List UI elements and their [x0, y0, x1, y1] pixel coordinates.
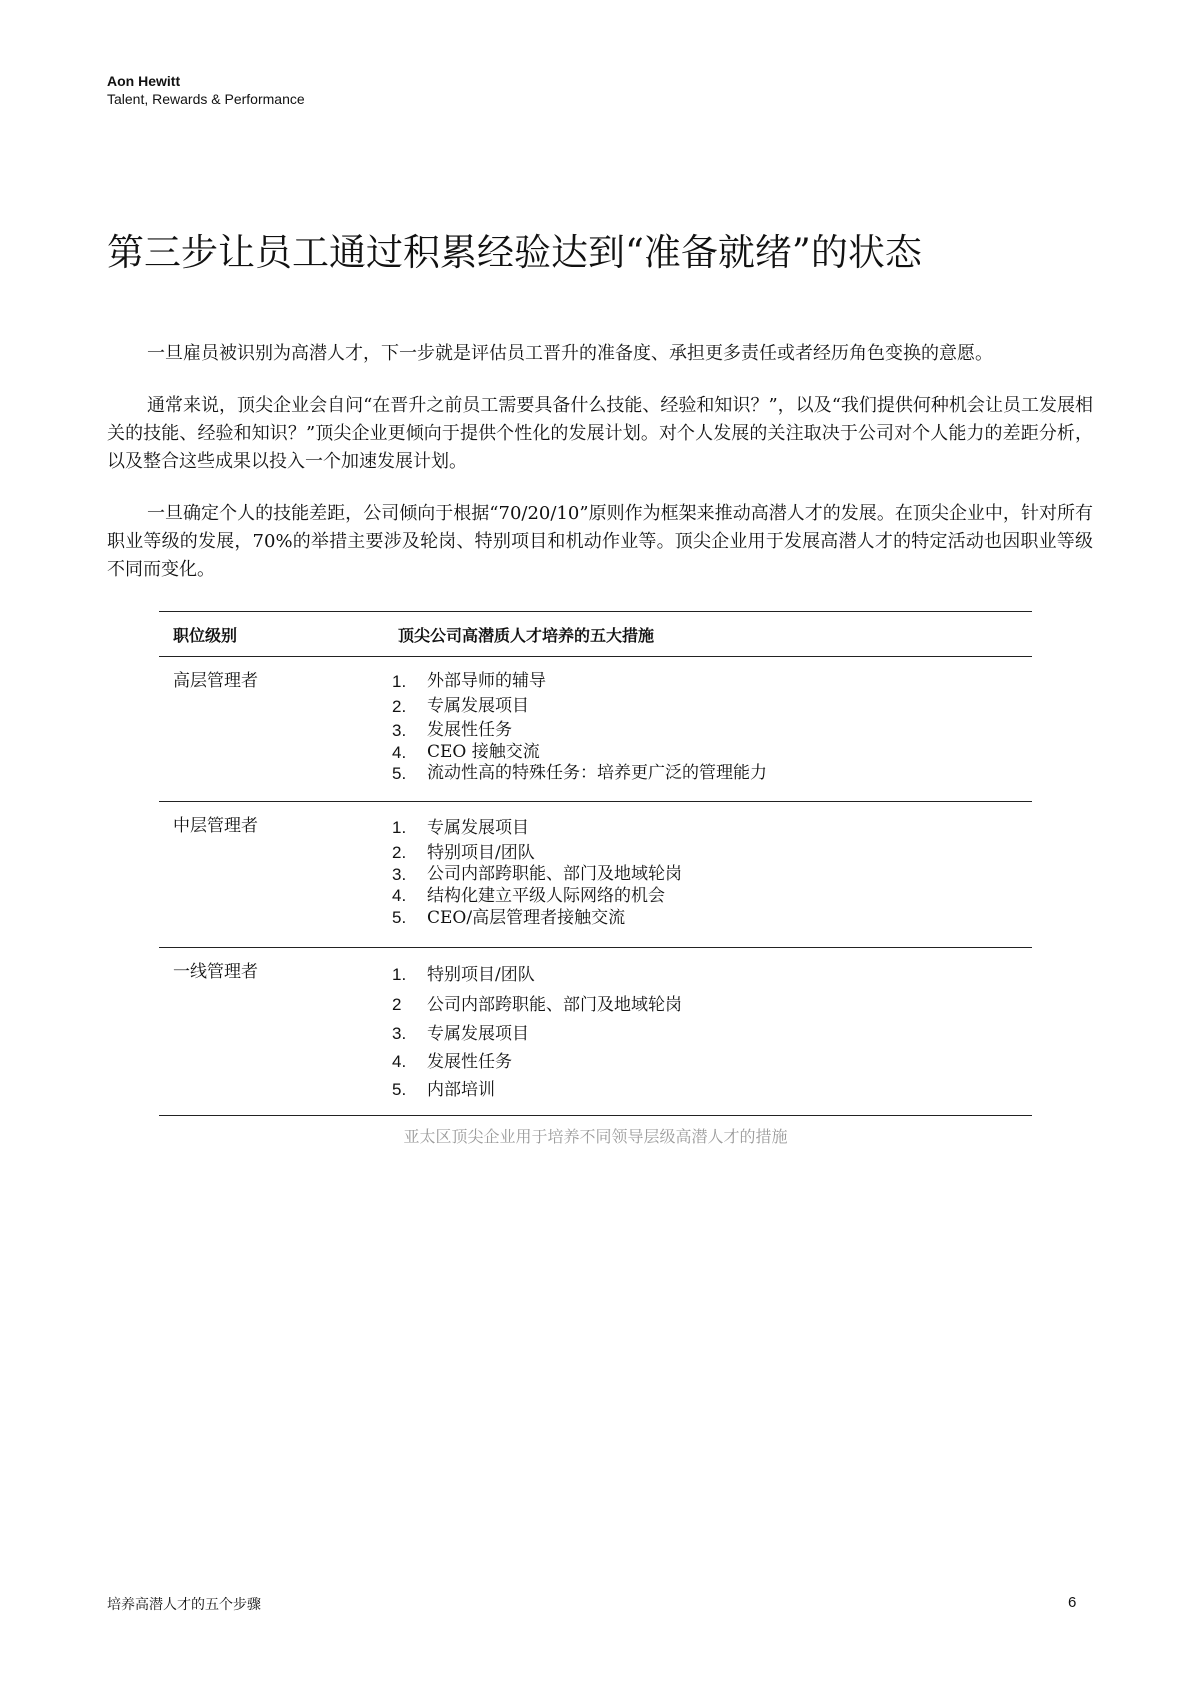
- list-item: [392, 763, 1032, 784]
- row-level: 中层管理者: [173, 816, 258, 836]
- item-number: 4.: [392, 886, 407, 905]
- paragraph-1: 一旦雇员被识别为高潜人才，下一步就是评估员工晋升的准备度、承担更多责任或者经历角色变换的意愿。: [147, 343, 993, 364]
- item-text: 专属发展项目: [427, 818, 529, 838]
- list-item: [392, 814, 1032, 842]
- item-number: 3.: [392, 721, 407, 740]
- list-item: [392, 960, 1032, 990]
- page-number: 6: [1068, 1594, 1077, 1611]
- item-text: CEO/高层管理者接触交流: [427, 908, 626, 928]
- row-items: [392, 669, 1032, 801]
- item-number: 3.: [392, 865, 407, 884]
- header-level: 职位级别: [173, 627, 238, 645]
- item-number: 2: [392, 995, 402, 1014]
- table-bottom-rule: [159, 1115, 1032, 1116]
- item-text: 公司内部跨职能、部门及地域轮岗: [427, 995, 682, 1015]
- list-item: [392, 742, 1032, 763]
- list-item: [392, 1048, 1032, 1076]
- brand-name: Aon Hewitt: [107, 73, 181, 89]
- list-item: [392, 864, 1032, 885]
- item-text: 特别项目/团队: [427, 965, 535, 985]
- item-text: 发展性任务: [427, 720, 512, 740]
- list-item: [392, 694, 1032, 719]
- row-items: [392, 814, 1032, 947]
- measures-table: [159, 611, 1032, 1116]
- table-row: [159, 802, 1032, 947]
- item-number: 1.: [392, 965, 407, 984]
- item-text: 专属发展项目: [427, 1024, 529, 1044]
- document-header: [107, 72, 305, 108]
- table-row: [159, 657, 1032, 801]
- item-text: 结构化建立平级人际网络的机会: [427, 886, 665, 906]
- list-item: [392, 719, 1032, 742]
- item-number: 2.: [392, 843, 407, 862]
- table-header-row: [159, 612, 1032, 656]
- list-item: [392, 1076, 1032, 1104]
- item-text: 发展性任务: [427, 1052, 512, 1072]
- item-number: 1.: [392, 672, 407, 691]
- item-text: 专属发展项目: [427, 696, 529, 716]
- item-text: 外部导师的辅导: [427, 671, 546, 691]
- item-text: 内部培训: [427, 1080, 495, 1100]
- table-row: [159, 948, 1032, 1115]
- header-measures: 顶尖公司高潜质人才培养的五大措施: [398, 627, 655, 645]
- item-text: CEO 接触交流: [427, 742, 540, 762]
- row-items: [392, 960, 1032, 1115]
- item-number: 1.: [392, 818, 407, 837]
- row-level: 高层管理者: [173, 671, 258, 691]
- item-text: 流动性高的特殊任务：培养更广泛的管理能力: [427, 763, 767, 783]
- item-number: 5.: [392, 764, 407, 783]
- item-text: 特别项目/团队: [427, 843, 535, 863]
- list-item: [392, 669, 1032, 694]
- list-item: [392, 907, 1032, 929]
- item-number: 4.: [392, 743, 407, 762]
- paragraph-3: 一旦确定个人的技能差距，公司倾向于根据“70/20/10”原则作为框架来推动高潜人才的发展。在顶尖企业中，针对所有职业等级的发展，70%的举措主要涉及轮岗、特别项目和机动作业等。顶尖企业用于发展高潜人才的特定活动也因职业等级不同而变化。: [107, 503, 1093, 580]
- item-number: 3.: [392, 1024, 407, 1043]
- brand-subtitle: Talent, Rewards & Performance: [107, 91, 305, 107]
- item-number: 2.: [392, 697, 407, 716]
- list-item: [392, 1020, 1032, 1048]
- row-level: 一线管理者: [173, 962, 258, 982]
- paragraph-2: 通常来说，顶尖企业会自问“在晋升之前员工需要具备什么技能、经验和知识？”，以及“我们提供何种机会让员工发展相关的技能、经验和知识？”顶尖企业更倾向于提供个性化的发展计划。对个人发展的关注取决于公司对个人能力的差距分析，以及整合这些成果以投入一个加速发展计划。: [107, 395, 1093, 472]
- item-number: 5.: [392, 908, 407, 927]
- item-number: 4.: [392, 1052, 407, 1071]
- item-text: 公司内部跨职能、部门及地域轮岗: [427, 864, 682, 884]
- table-caption: 亚太区顶尖企业用于培养不同领导层级高潜人才的措施: [403, 1127, 788, 1146]
- item-number: 5.: [392, 1080, 407, 1099]
- list-item: [392, 885, 1032, 907]
- footer-title: 培养高潜人才的五个步骤: [107, 1597, 261, 1613]
- list-item: [392, 842, 1032, 864]
- list-item: [392, 990, 1032, 1020]
- page-title: 第三步让员工通过积累经验达到“准备就绪”的状态: [107, 231, 922, 274]
